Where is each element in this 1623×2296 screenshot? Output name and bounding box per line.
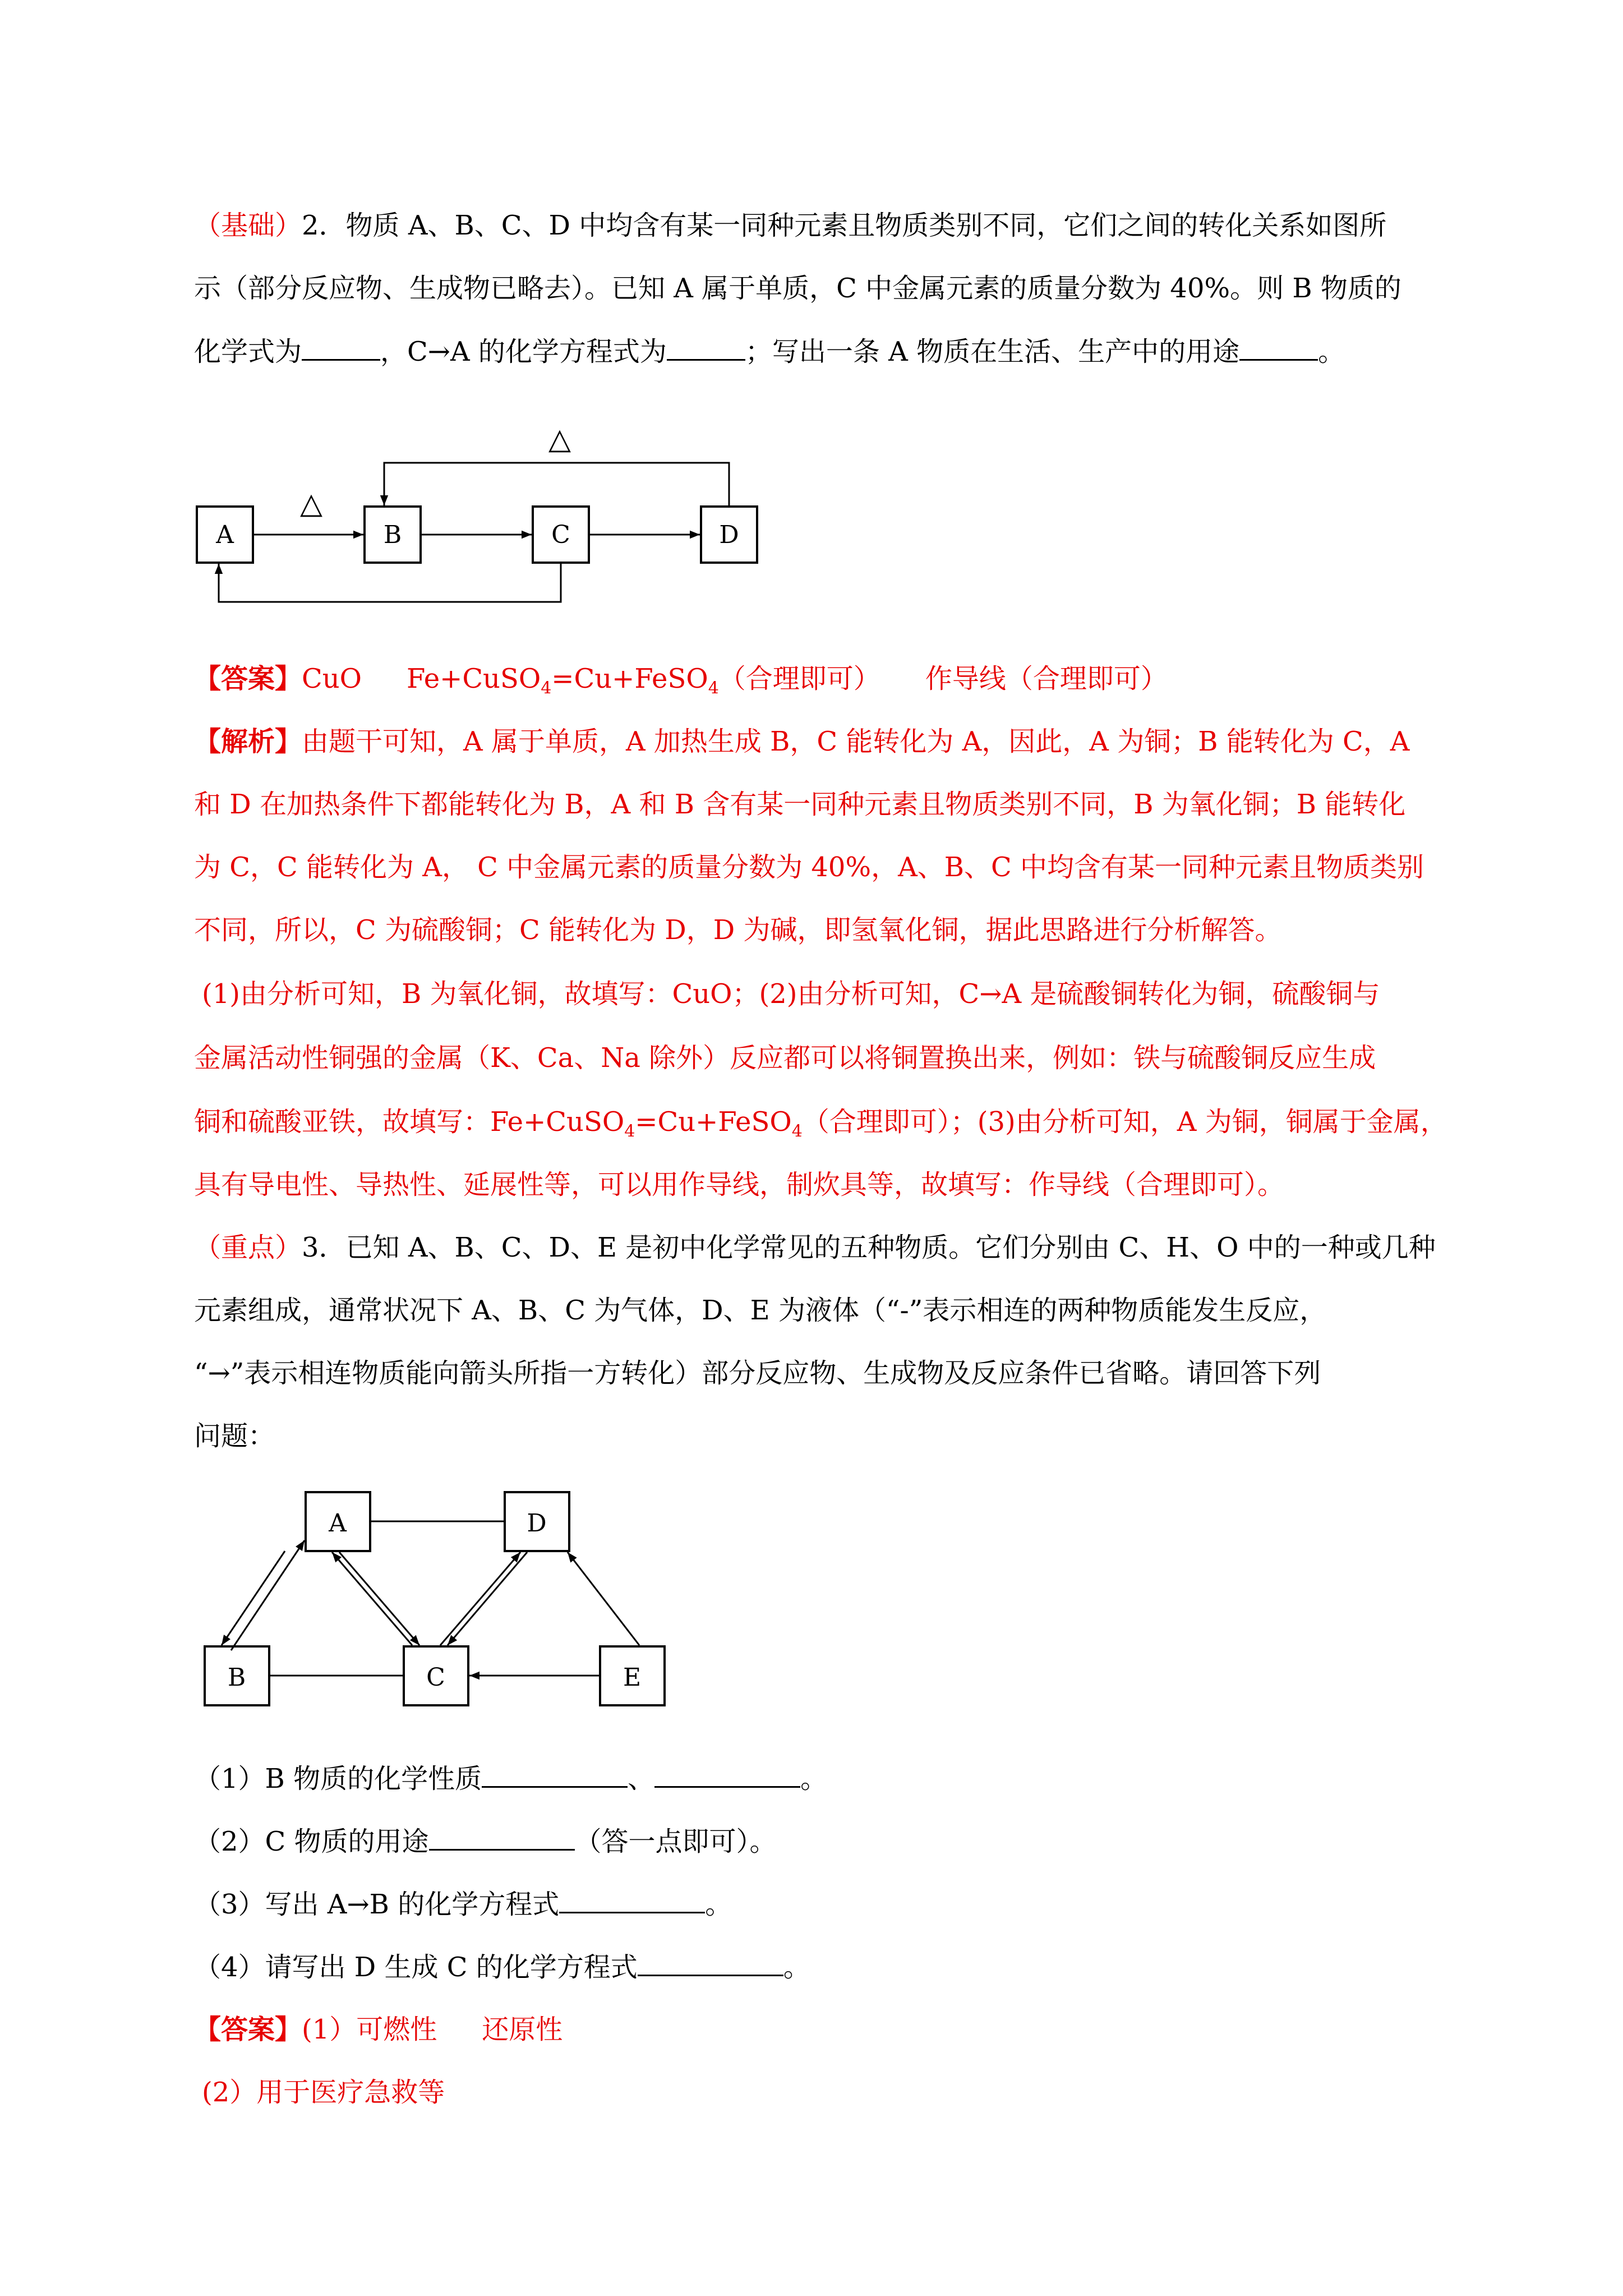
arrow-b-to-a: [231, 1540, 305, 1650]
ans2-eq-note: （合理即可）: [718, 663, 880, 694]
node-b: [365, 507, 421, 563]
exp2-text-7b: =Cu+FeSO: [635, 1106, 792, 1138]
ans3-line-2: [202, 2076, 1458, 2109]
ans3-a1b: 还原性: [482, 2014, 563, 2045]
node-d: [505, 1492, 569, 1551]
exp2-text-6: 金属活动性铜强的金属（K、Ca、Na 除外）反应都可以将铜置换出来，例如：铁与硫酸铜反应生成: [194, 1042, 1376, 1074]
q3-tag: （重点）: [194, 1232, 302, 1263]
explain-label: 【解析】: [194, 726, 302, 757]
exp2-line-1: [194, 725, 1450, 758]
exp2-line-4: [194, 913, 1450, 947]
ans2-line: [194, 662, 1450, 706]
q3-text-3: “→”表示相连物质能向箭头所指一方转化）部分反应物、生成物及反应条件已省略。请回答下列: [194, 1358, 1321, 1389]
sq2-text: （2）C 物质的用途: [194, 1826, 429, 1857]
q2-text-3a: 化学式为: [194, 336, 302, 367]
svg-text:B: B: [383, 521, 402, 549]
exp2-text-5: (1)由分析可知，B 为氧化铜，故填写：CuO；(2)由分析可知，C→A 是硫酸铜转化为铜，硫酸铜与: [202, 978, 1380, 1010]
exp2-text-4: 不同，所以，C 为硫酸铜；C 能转化为 D，D 为碱，即氢氧化铜，据此思路进行分析解答。: [194, 914, 1282, 946]
exp2-text-3: 为 C，C 能转化为 A， C 中金属元素的质量分数为 40%，A、B、C 中均含有某一同种元素且物质类别: [194, 852, 1424, 883]
q3-line-4: [194, 1419, 1450, 1453]
ans2-eq-2: =Cu+FeSO: [551, 663, 708, 694]
ans3-line-1: [194, 2013, 1450, 2046]
exp2-text-2: 和 D 在加热条件下都能转化为 B，A 和 B 含有某一同种元素且物质类别不同，B 为氧化铜；B 能转化: [194, 789, 1406, 820]
exp2-line-2: [194, 788, 1450, 821]
sub-question-4: [194, 1950, 1450, 1984]
exp2-text-7a: 铜和硫酸亚铁，故填写：Fe+CuSO: [194, 1106, 625, 1138]
answer-blank: [638, 1950, 783, 1976]
exp2-line-8: [194, 1168, 1450, 1202]
sq4-end: 。: [783, 1952, 810, 1983]
q3-line-1: [194, 1231, 1450, 1264]
sq1-end: 。: [800, 1763, 828, 1795]
q2-text-3b: ，C→A 的化学方程式为: [380, 336, 667, 367]
exp2-line-6: [194, 1041, 1450, 1075]
answer-label: 【答案】: [194, 2014, 302, 2045]
ans3-a1: (1）可燃性: [302, 2014, 437, 2045]
ans2-use: 作导线（合理即可）: [925, 663, 1168, 694]
sq3-end: 。: [705, 1889, 732, 1920]
diagram-1: [185, 415, 802, 617]
exp2-text-1: 由题干可知，A 属于单质，A 加热生成 B，C 能转化为 A，因此，A 为铜；B 能转化为 C，A: [302, 726, 1410, 757]
subscript: 4: [708, 678, 719, 698]
heat-mark-db: △: [548, 422, 571, 456]
q2-text-3c: ；写出一条 A 物质在生活、生产中的用途: [745, 336, 1240, 367]
sq1-text: （1）B 物质的化学性质: [194, 1763, 482, 1795]
exp2-line-7: [194, 1105, 1450, 1149]
q2-text-2: 示（部分反应物、生成物已略去）。已知 A 属于单质，C 中金属元素的质量分数为 40%。则 B 物质的: [194, 273, 1401, 304]
ans3-a2: (2）用于医疗急救等: [202, 2077, 445, 2108]
q2-line-3: [194, 334, 1450, 369]
subscript: 4: [791, 1121, 803, 1142]
node-c: [404, 1646, 468, 1705]
q3-text-2: 元素组成，通常状况下 A、B、C 为气体，D、E 为液体（“-”表示相连的两种物质能发生反应，: [194, 1295, 1327, 1326]
answer-blank: [559, 1887, 705, 1913]
subscript: 4: [541, 678, 552, 698]
answer-blank: [1239, 334, 1318, 361]
node-e: [600, 1646, 665, 1705]
q2-text-3d: 。: [1318, 336, 1345, 367]
answer-label: 【答案】: [194, 663, 302, 694]
q2-text-1: 2．物质 A、B、C、D 中均含有某一同种元素且物质类别不同，它们之间的转化关系如图所: [302, 210, 1387, 241]
sq2-end: （答一点即可）。: [574, 1826, 777, 1857]
arrow-d-to-c: [448, 1552, 527, 1645]
q3-text-1: 3．已知 A、B、C、D、E 是初中化学常见的五种物质。它们分别由 C、H、O 中的一种或几种: [302, 1232, 1436, 1263]
svg-text:B: B: [227, 1663, 246, 1692]
node-a: [197, 507, 253, 563]
svg-text:C: C: [551, 521, 570, 549]
arrow-c-to-a: [219, 563, 561, 602]
arrow-a-to-c: [339, 1552, 419, 1645]
sq1-sep: 、: [628, 1763, 655, 1795]
diagram-2: [191, 1487, 695, 1733]
arrow-d-to-b: [384, 463, 729, 507]
svg-text:D: D: [527, 1509, 547, 1538]
sub-question-2: [194, 1824, 1450, 1858]
sub-question-1: [194, 1761, 1450, 1796]
sq3-text: （3）写出 A→B 的化学方程式: [194, 1889, 560, 1920]
arrow-c-to-d: [440, 1552, 520, 1645]
answer-blank: [667, 334, 745, 361]
heat-mark-ab: △: [300, 487, 322, 521]
svg-text:E: E: [623, 1663, 642, 1692]
exp2-line-5: [202, 977, 1458, 1011]
svg-text:C: C: [426, 1663, 445, 1692]
answer-blank: [654, 1761, 800, 1788]
subscript: 4: [624, 1121, 635, 1142]
node-b: [205, 1646, 269, 1705]
answer-blank: [482, 1761, 628, 1788]
sub-question-3: [194, 1887, 1450, 1921]
node-c: [533, 507, 589, 563]
node-d: [701, 507, 757, 563]
q3-line-2: [194, 1294, 1450, 1327]
q3-line-3: [194, 1356, 1450, 1390]
q2-line-2: [194, 272, 1450, 305]
arrow-e-to-d: [568, 1552, 639, 1645]
exp2-text-7c: （合理即可）；(3)由分析可知，A 为铜，铜属于金属，: [802, 1106, 1447, 1138]
q2-line-1: [194, 209, 1450, 242]
svg-text:D: D: [719, 521, 739, 549]
exp2-line-3: [194, 850, 1450, 884]
ans2-formula: CuO: [302, 663, 362, 694]
node-a: [306, 1492, 370, 1551]
answer-blank: [302, 334, 380, 361]
sq4-text: （4）请写出 D 生成 C 的化学方程式: [194, 1952, 638, 1983]
ans2-eq-1: Fe+CuSO: [407, 663, 541, 694]
svg-text:A: A: [216, 521, 234, 549]
q2-tag: （基础）: [194, 210, 302, 241]
arrow-a-to-b: [222, 1551, 285, 1645]
arrow-c-to-a: [332, 1552, 412, 1645]
svg-text:A: A: [329, 1509, 347, 1538]
answer-blank: [429, 1824, 575, 1851]
q3-text-4: 问题：: [194, 1420, 275, 1452]
exp2-text-8: 具有导电性、导热性、延展性等，可以用作导线，制炊具等，故填写：作导线（合理即可）。: [194, 1169, 1285, 1200]
